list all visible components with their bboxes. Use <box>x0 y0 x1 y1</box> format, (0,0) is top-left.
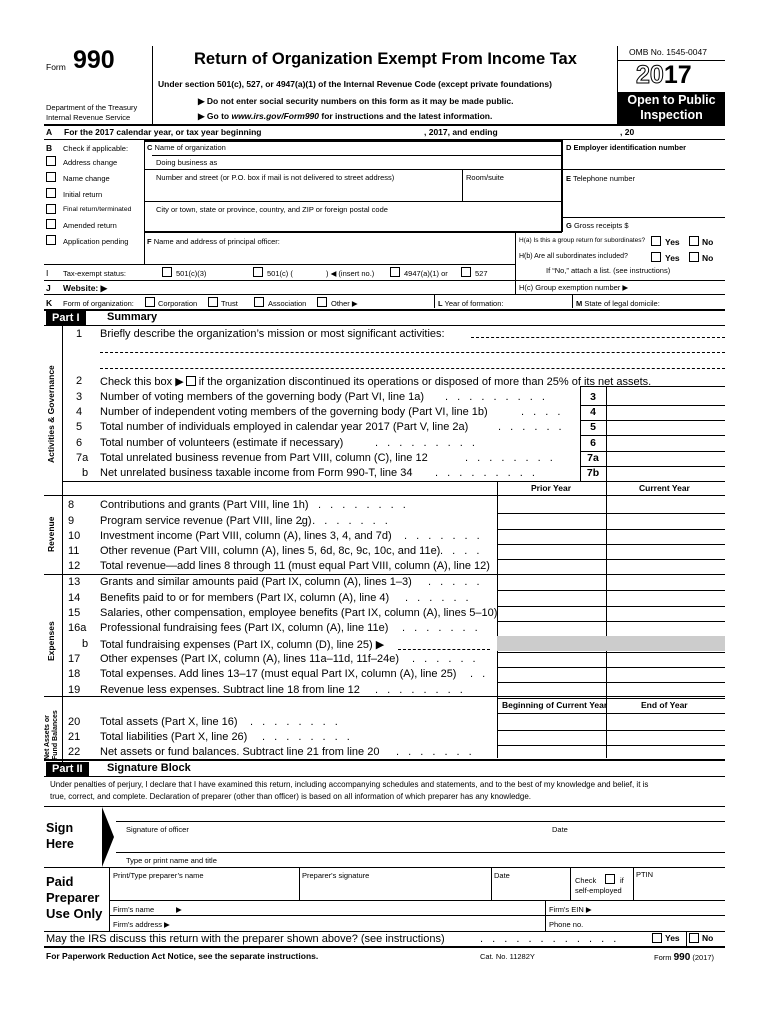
dba-label: Doing business as <box>156 158 218 167</box>
line-12-num: 12 <box>68 560 81 572</box>
activities-governance-label: Activities & Governance <box>46 365 56 463</box>
gov-dots-2: . . . . . . <box>498 421 565 433</box>
line-15-text: Salaries, other compensation, employee benefits (Part IX, column (A), lines 5–10) <box>100 607 498 619</box>
ptin-label: PTIN <box>636 870 654 879</box>
form-word: Form <box>46 62 66 72</box>
b-checkbox-2[interactable] <box>46 188 56 198</box>
open-to-public-text: Open to Public <box>627 93 716 107</box>
b-checkbox-4[interactable] <box>46 219 56 229</box>
group-return-question: H(a) Is this a group return for subordinates? <box>519 237 646 244</box>
footer-form-id: Form 990 (2017) <box>654 952 715 963</box>
row-j-letter: J <box>46 283 51 293</box>
city-label: City or town, state or province, country, and ZIP or foreign postal code <box>156 205 388 214</box>
line-19-text: Revenue less expenses. Subtract line 18 from line 12 <box>100 684 360 696</box>
subordinates-question: H(b) Are all subordinates included? <box>519 253 628 260</box>
form-title: Return of Organization Exempt From Income Tax <box>194 50 577 68</box>
firm-name-arrow-icon: ▶ <box>176 905 182 914</box>
gov-dots-4: . . . . . . . . <box>465 452 556 464</box>
line-6-box-label: 6 <box>590 437 596 449</box>
discuss-no-label: No <box>702 933 714 943</box>
group-exemption-label: H(c) Group exemption number ▶ <box>519 283 629 292</box>
ein-label: D Employer identification number <box>566 143 687 152</box>
row-a-letter: A <box>46 127 53 137</box>
gov-dots-3: . . . . . . . . . <box>375 437 478 449</box>
part-1-title: Summary <box>107 311 158 323</box>
row-b-letter: B <box>46 143 53 153</box>
hb-no-checkbox[interactable] <box>689 252 699 262</box>
if-label: if <box>620 876 624 885</box>
firm-name-label: Firm’s name <box>113 905 155 914</box>
trust-checkbox[interactable] <box>208 297 218 307</box>
subtitle-2: ▶ Do not enter social security numbers on this form as it may be made public. <box>198 96 514 106</box>
dots-19: . . . . . . . . <box>375 684 466 696</box>
association-checkbox[interactable] <box>254 297 264 307</box>
discontinued-checkbox[interactable] <box>186 376 196 386</box>
line-16a-text: Professional fundraising fees (Part IX, column (A), line 11e) <box>100 622 389 634</box>
line-8-text: Contributions and grants (Part VIII, line 1h) <box>100 499 309 511</box>
line-b-text: Total fundraising expenses (Part IX, column (D), line 25) ▶ <box>100 639 385 651</box>
line-5-box-label: 5 <box>590 421 596 433</box>
part-2-label: Part II <box>46 762 89 776</box>
line-17-num: 17 <box>68 653 81 665</box>
prior-year-header: Prior Year <box>531 483 572 493</box>
dept-line2: Internal Revenue Service <box>46 113 131 122</box>
527-label: 527 <box>475 269 488 278</box>
line-3-text: Number of voting members of the governing body (Part VI, line 1a) <box>100 391 425 403</box>
omb-number: OMB No. 1545-0047 <box>629 47 707 57</box>
dots-16a: . . . . . . . <box>402 622 481 634</box>
b-checkbox-1[interactable] <box>46 172 56 182</box>
here-label: Here <box>46 837 74 851</box>
self-employed-label: self-employed <box>575 886 622 895</box>
line-20-text: Total assets (Part X, line 16) <box>100 716 238 728</box>
ha-no-label: No <box>702 237 714 247</box>
type-name-title-label: Type or print name and title <box>126 856 217 865</box>
b-item-label-4: Amended return <box>63 221 117 230</box>
net-assets-label: Net Assets or Fund Balances <box>44 710 59 760</box>
part-1-label: Part I <box>46 311 86 325</box>
preparer-signature-label: Preparer's signature <box>302 871 370 880</box>
line-5-text: Total number of individuals employed in calendar year 2017 (Part V, line 2a) <box>100 421 469 433</box>
catalog-number: Cat. No. 11282Y <box>480 952 535 961</box>
b-item-label-0: Address change <box>63 158 118 167</box>
line-3-box-label: 3 <box>590 391 596 403</box>
4947-checkbox[interactable] <box>390 267 400 277</box>
attach-list-note: If “No,” attach a list. (see instructions) <box>546 266 671 275</box>
row-a-end: , 20 <box>620 127 635 137</box>
ha-yes-checkbox[interactable] <box>651 236 661 246</box>
dots-13: . . . . . <box>428 576 483 588</box>
line-22-num: 22 <box>68 746 81 758</box>
form-number: 990 <box>73 46 115 74</box>
preparer-date-label: Date <box>494 871 510 880</box>
phone-label: Phone no. <box>549 920 584 929</box>
line-7b-box-label: 7b <box>586 467 600 479</box>
dots-22: . . . . . . . <box>396 746 475 758</box>
hb-yes-label: Yes <box>665 253 680 263</box>
discuss-no-checkbox[interactable] <box>689 933 699 943</box>
paid-label: Paid <box>46 874 74 889</box>
tax-year: 2017 <box>636 61 692 89</box>
hb-no-label: No <box>702 253 714 263</box>
discuss-dots: . . . . . . . . . . . . <box>480 933 620 945</box>
line-7a-text: Total unrelated business revenue from Part VIII, column (C), line 12 <box>100 452 428 464</box>
dots-20: . . . . . . . . <box>250 716 341 728</box>
line-6-text: Total number of volunteers (estimate if necessary) <box>100 437 344 449</box>
firm-ein-label: Firm's EIN ▶ <box>549 905 592 914</box>
dots-14: . . . . . . <box>405 592 472 604</box>
dots-11: . . . . <box>440 545 483 557</box>
line-11-text: Other revenue (Part VIII, column (A), lines 5, 6d, 8c, 9c, 10c, and 11e) <box>100 545 441 557</box>
line-4-box-label: 4 <box>590 406 596 418</box>
state-domicile-label: M State of legal domicile: <box>576 299 660 308</box>
ha-no-checkbox[interactable] <box>689 236 699 246</box>
dots-18: . . <box>470 668 489 680</box>
gov-dots-1: . . . . <box>521 406 564 418</box>
check-if-applicable-title: Check if applicable: <box>63 144 129 153</box>
line-19-num: 19 <box>68 684 81 696</box>
line-4-text: Number of independent voting members of the governing body (Part VI, line 1b) <box>100 406 488 418</box>
b-item-label-2: Initial return <box>63 190 103 199</box>
line-11-num: 11 <box>68 545 80 557</box>
line-7b-text: Net unrelated business taxable income from Form 990-T, line 34 <box>100 467 413 479</box>
row-i-letter: I <box>46 268 49 278</box>
line-12-text: Total revenue—add lines 8 through 11 (must equal Part VIII, column (A), line 12) <box>100 560 490 572</box>
b-item-label-1: Name change <box>63 174 110 183</box>
line-14-text: Benefits paid to or for members (Part IX, column (A), line 4) <box>100 592 390 604</box>
line-22-text: Net assets or fund balances. Subtract line 21 from line 20 <box>100 746 380 758</box>
paperwork-notice: For Paperwork Reduction Act Notice, see the separate instructions. <box>46 951 319 961</box>
corporation-label: Corporation <box>158 299 198 308</box>
expenses-label: Expenses <box>46 621 56 661</box>
row-a-text: For the 2017 calendar year, or tax year beginning <box>64 127 262 137</box>
line-1-num: 1 <box>76 328 83 340</box>
dept-line1: Department of the Treasury <box>46 103 138 112</box>
line-18-text: Total expenses. Add lines 13–17 (must equal Part IX, column (A), line 25) <box>100 668 457 680</box>
perjury-line-1: Under penalties of perjury, I declare that I have examined this return, including accompanying schedules and statements, and to the best of my knowledge and belief, it is <box>50 780 649 789</box>
preparer-name-label: Print/Type preparer’s name <box>113 871 204 880</box>
signature-officer-label: Signature of officer <box>126 825 189 834</box>
dots-8: . . . . . . . . <box>318 499 409 511</box>
corporation-checkbox[interactable] <box>145 297 155 307</box>
gross-receipts-label: G Gross receipts $ <box>566 221 629 230</box>
year-formation-label: L Year of formation: <box>438 299 504 308</box>
end-of-year-header: End of Year <box>641 700 688 710</box>
line-15-num: 15 <box>68 607 81 619</box>
line-20-num: 20 <box>68 716 81 728</box>
501c-checkbox[interactable] <box>253 267 263 277</box>
501c3-label: 501(c)(3) <box>176 269 207 278</box>
dots-9: . . . . . . . . <box>300 515 391 527</box>
501c3-checkbox[interactable] <box>162 267 172 277</box>
sign-here-arrow-icon <box>101 806 115 868</box>
row-a-mid: , 2017, and ending <box>424 127 498 137</box>
b-checkbox-0[interactable] <box>46 156 56 166</box>
self-employed-checkbox[interactable] <box>605 874 615 884</box>
revenue-label: Revenue <box>46 516 56 552</box>
hb-yes-checkbox[interactable] <box>651 252 661 262</box>
line-18-num: 18 <box>68 668 81 680</box>
gov-dots-5: . . . . . . . . . <box>435 467 538 479</box>
line-3-num: 3 <box>76 391 83 403</box>
website-label: Website: ▶ <box>63 283 108 293</box>
current-year-header: Current Year <box>639 483 690 493</box>
line-9-text: Program service revenue (Part VIII, line 2g) <box>100 515 312 527</box>
b-checkbox-5[interactable] <box>46 235 56 245</box>
dots-17: . . . . . . <box>412 653 479 665</box>
tax-exempt-label: Tax-exempt status: <box>63 269 126 278</box>
b-checkbox-3[interactable] <box>46 204 56 214</box>
line-10-text: Investment income (Part VIII, column (A), lines 3, 4, and 7d) <box>100 530 392 542</box>
check-label: Check <box>575 876 597 885</box>
sign-label: Sign <box>46 821 74 835</box>
b-item-label-3: Final return/terminated <box>63 206 132 213</box>
527-checkbox[interactable] <box>461 267 471 277</box>
part-2-title: Signature Block <box>107 762 191 774</box>
other-org-label: Other ▶ <box>331 299 358 308</box>
line-10-num: 10 <box>68 530 81 542</box>
line-2-text: Check this box ▶ if the organization discontinued its operations or disposed of more than 25% of its net assets. <box>100 376 652 388</box>
b-item-label-5: Application pending <box>63 237 129 246</box>
line-13-num: 13 <box>68 576 81 588</box>
line-5-num: 5 <box>76 421 83 433</box>
room-suite-label: Room/suite <box>466 173 504 182</box>
subtitle-3: ▶ Go to www.irs.gov/Form990 for instructions and the latest information. <box>198 111 493 121</box>
subtitle-1: Under section 501(c), 527, or 4947(a)(1) of the Internal Revenue Code (except private foundations) <box>158 79 552 89</box>
line-9-num: 9 <box>68 515 75 527</box>
preparer-label: Preparer <box>46 890 100 905</box>
other-org-checkbox[interactable] <box>317 297 327 307</box>
street-label: Number and street (or P.O. box if mail is not delivered to street address) <box>156 173 395 182</box>
line-2-num: 2 <box>76 375 83 387</box>
instructions-url: www.irs.gov/Form990 <box>231 111 319 121</box>
name-of-org-label: C Name of organization <box>147 143 226 152</box>
open-to-public-box <box>618 92 725 124</box>
inspection-text: Inspection <box>640 108 703 122</box>
telephone-label: E Telephone number <box>566 174 636 183</box>
dots-10: . . . . . . . <box>404 530 483 542</box>
line-21-text: Total liabilities (Part X, line 26) <box>100 731 248 743</box>
line-7a-box-label: 7a <box>587 452 599 464</box>
use-only-label: Use Only <box>46 906 103 921</box>
form-of-org-label: Form of organization: <box>63 299 134 308</box>
discuss-yes-label: Yes <box>665 933 680 943</box>
line-6-num: 6 <box>76 437 83 449</box>
association-label: Association <box>268 299 307 308</box>
firm-address-label: Firm's address ▶ <box>113 920 170 929</box>
perjury-line-2: true, correct, and complete. Declaration of preparer (other than officer) is based on all information of which preparer has any knowledge. <box>50 792 531 801</box>
4947-label: 4947(a)(1) or <box>404 269 448 278</box>
line-16a-num: 16a <box>68 622 87 634</box>
discuss-question: May the IRS discuss this return with the preparer shown above? (see instructions) <box>46 933 445 945</box>
line-13-text: Grants and similar amounts paid (Part IX, column (A), lines 1–3) <box>100 576 412 588</box>
ha-yes-label: Yes <box>665 237 680 247</box>
shaded-16b <box>497 636 725 651</box>
dots-21: . . . . . . . . <box>262 731 353 743</box>
501c-label: 501(c) ( <box>267 269 293 278</box>
line-1-text: Briefly describe the organization’s mission or most significant activities: <box>100 328 445 340</box>
beginning-year-header: Beginning of Current Year <box>502 700 608 710</box>
officer-date-label: Date <box>552 825 568 834</box>
line-8-num: 8 <box>68 499 75 511</box>
line-21-num: 21 <box>68 731 81 743</box>
principal-officer-label: F Name and address of principal officer: <box>147 237 280 246</box>
line-14-num: 14 <box>68 592 81 604</box>
gov-dots-0: . . . . . . . . . <box>445 391 548 403</box>
line-7a-num: 7a <box>76 452 89 464</box>
line-17-text: Other expenses (Part IX, column (A), lines 11a–11d, 11f–24e) <box>100 653 399 665</box>
line-7b-num: b <box>82 467 89 479</box>
line-4-num: 4 <box>76 406 83 418</box>
line-b-num: b <box>82 638 89 650</box>
row-k-letter: K <box>46 298 53 308</box>
discuss-yes-checkbox[interactable] <box>652 933 662 943</box>
insert-no-label: ) ◀ (insert no.) <box>326 269 375 278</box>
trust-label: Trust <box>221 299 238 308</box>
